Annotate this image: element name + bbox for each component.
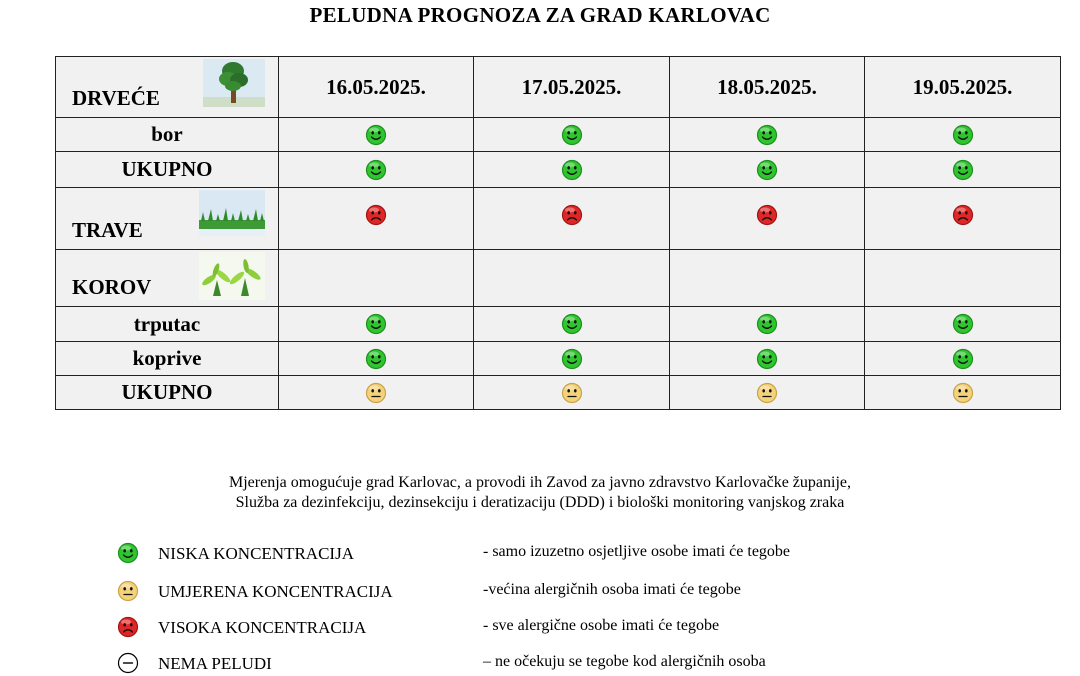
level-cell [474,376,670,410]
page-title: PELUDNA PROGNOZA ZA GRAD KARLOVAC [309,3,771,27]
level-cell [279,307,474,342]
legend-description: -većina alergičnih osoba imati će tegobe [483,581,741,598]
green-smiley-icon [117,542,139,564]
category-cell-korov [56,250,279,307]
legend-item-umjerena [0,580,1080,604]
legend-name: VISOKA KONCENTRACIJA [158,618,367,637]
table-row-korov-ukupno [56,376,1061,410]
level-cell [670,188,865,250]
red-sad-face-icon [365,204,387,226]
yellow-neutral-face-icon [561,382,583,404]
legend-item-visoka [0,616,1080,640]
grass-icon [199,190,265,236]
yellow-neutral-face-icon [117,580,139,602]
legend-name: UMJERENA KONCENTRACIJA [158,582,393,601]
green-smiley-icon [756,313,778,335]
level-cell [474,188,670,250]
legend-name: NISKA KONCENTRACIJA [158,544,354,563]
row-label-drvece-ukupno: UKUPNO [56,152,279,188]
level-cell [670,307,865,342]
date-header-2: 17.05.2025. [474,57,670,118]
date-header-3: 18.05.2025. [670,57,865,118]
green-smiley-icon [561,313,583,335]
row-label-trputac: trputac [56,307,279,342]
green-smiley-icon [365,124,387,146]
empty-cell [279,250,474,307]
level-cell [865,152,1061,188]
green-smiley-icon [365,159,387,181]
level-cell [865,118,1061,152]
level-cell [474,152,670,188]
green-smiley-icon [952,313,974,335]
level-cell [279,376,474,410]
red-sad-face-icon [952,204,974,226]
category-label-drvece: DRVEĆE [72,86,160,110]
level-cell [279,188,474,250]
level-cell [474,118,670,152]
green-smiley-icon [756,124,778,146]
green-smiley-icon [365,348,387,370]
red-sad-face-icon [756,204,778,226]
empty-cell [474,250,670,307]
green-smiley-icon [952,348,974,370]
table-row-drvece-ukupno [56,152,1061,188]
level-cell [474,342,670,376]
level-cell [279,118,474,152]
green-smiley-icon [756,348,778,370]
green-smiley-icon [561,159,583,181]
empty-cell [865,250,1061,307]
level-cell [670,376,865,410]
table-row-trputac [56,307,1061,342]
legend-description: – ne očekuju se tegobe kod alergičnih osoba [483,653,766,670]
note-line-2: Služba za dezinfekciju, dezinsekciju i deratizaciju (DDD) i biološki monitoring vanjskog zraka [235,494,845,511]
green-smiley-icon [561,124,583,146]
green-smiley-icon [561,348,583,370]
level-cell [670,342,865,376]
table-row-trave [56,188,1061,250]
table-row-koprive [56,342,1061,376]
green-smiley-icon [756,159,778,181]
legend-item-nema [0,652,1080,676]
green-smiley-icon [952,124,974,146]
category-cell-drvece [56,57,279,118]
pollen-forecast-table [55,56,1061,410]
green-smiley-icon [952,159,974,181]
legend-name: NEMA PELUDI [158,654,272,673]
green-smiley-icon [365,313,387,335]
no-pollen-circle-icon [117,652,139,674]
table-row-bor [56,118,1061,152]
yellow-neutral-face-icon [365,382,387,404]
date-header-4: 19.05.2025. [865,57,1061,118]
level-cell [670,152,865,188]
row-label-bor: bor [56,118,279,152]
note-line-1: Mjerenja omogućuje grad Karlovac, a provodi ih Zavod za javno zdravstvo Karlovačke županije, [229,474,851,491]
yellow-neutral-face-icon [952,382,974,404]
row-label-koprive: koprive [56,342,279,376]
empty-cell [670,250,865,307]
level-cell [865,188,1061,250]
level-cell [865,342,1061,376]
legend-description: - sve alergične osobe imati će tegobe [483,617,720,634]
measurement-note [0,473,1080,513]
row-label-korov-ukupno: UKUPNO [56,376,279,410]
level-cell [865,376,1061,410]
red-sad-face-icon [561,204,583,226]
category-label-korov: KOROV [72,275,152,299]
level-cell [865,307,1061,342]
tree-icon [203,59,265,107]
red-sad-face-icon [117,616,139,638]
weed-plant-icon [199,252,265,300]
level-cell [279,342,474,376]
category-label-trave: TRAVE [72,218,143,242]
header-row [56,57,1061,118]
legend-item-niska [0,542,1080,566]
category-cell-trave [56,188,279,250]
yellow-neutral-face-icon [756,382,778,404]
date-header-1: 16.05.2025. [279,57,474,118]
level-cell [474,307,670,342]
table-row-korov [56,250,1061,307]
legend-description: - samo izuzetno osjetljive osobe imati će tegobe [483,543,791,560]
level-cell [279,152,474,188]
level-cell [670,118,865,152]
